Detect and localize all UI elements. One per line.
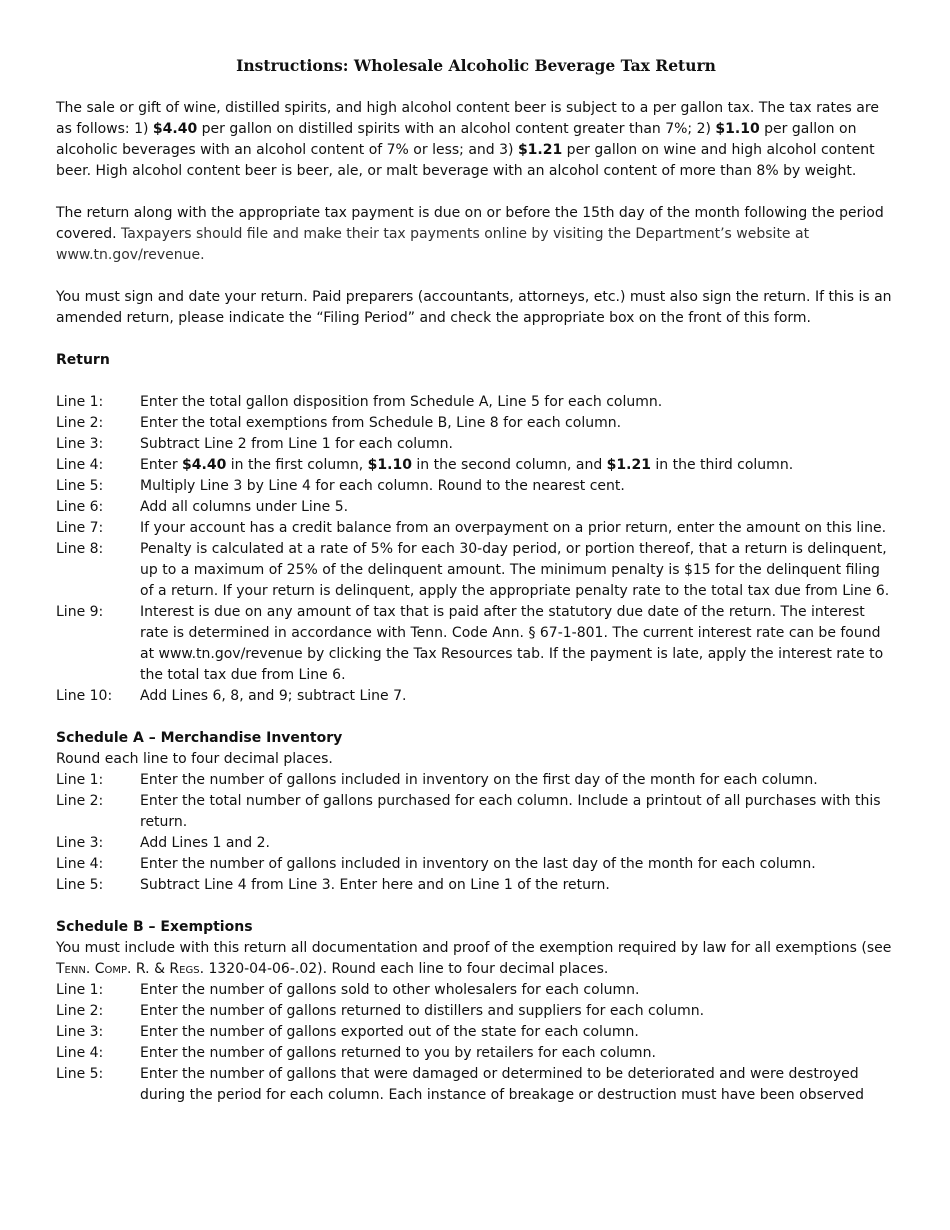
intro-signature-paragraph: You must sign and date your return. Paid preparers (accountants, attorneys, etc.) must also sign the return. If this is an amended return, please indicate the “Filing Period” and check the appropriate box on the front of this form. [56, 289, 892, 326]
return-heading: Return [56, 352, 110, 368]
list-item: Line 7: If your account has a credit balance from an overpayment on a prior return, enter the amount on this line. [56, 520, 887, 536]
rate-distilled-spirits: $4.40 [152, 121, 198, 137]
list-item: Line 1: Enter the number of gallons included in inventory on the first day of the month for each column. [56, 772, 818, 788]
list-item: Line 5: Multiply Line 3 by Line 4 for each column. Round to the nearest cent. [56, 478, 625, 494]
schedule-a-note: Round each line to four decimal places. [56, 751, 333, 767]
schedule-b-lines [56, 980, 896, 1106]
list-item: Line 9: Interest is due on any amount of tax that is paid after the statutory due date of the return. The interest rate is determined in accordance with Tenn. Code Ann. § 67-1-801. The current interest rate can be found at www.tn.gov/revenue by clicking the Tax Resources tab. If the payment is late, apply the interest rate to the total tax due from Line 6. [56, 604, 884, 683]
list-item: Line 8: Penalty is calculated at a rate of 5% for each 30-day period, or portion thereof, that a return is delinquent, up to a maximum of 25% of the delinquent amount. The minimum penalty is $15 for the delinquent filing of a return. If your return is delinquent, apply the appropriate penalty rate to the total tax due from Line 6. [56, 541, 890, 599]
list-item: Line 3: Enter the number of gallons exported out of the state for each column. [56, 1024, 639, 1040]
schedule-a-heading: Schedule A – Merchandise Inventory [56, 730, 343, 746]
list-item: Line 5: Subtract Line 4 from Line 3. Enter here and on Line 1 of the return. [56, 877, 610, 893]
list-item: Line 2: Enter the total number of gallons purchased for each column. Include a printout of all purchases with this return. [56, 793, 881, 830]
schedule-a-lines [56, 770, 896, 896]
list-item: Line 5: Enter the number of gallons that were damaged or determined to be deteriorated and were destroyed during the period for each column. Each instance of breakage or destruction must have been observed [56, 1066, 865, 1103]
list-item: Line 3: Add Lines 1 and 2. [56, 835, 270, 851]
intro-tax-rates-paragraph: The sale or gift of wine, distilled spirits, and high alcohol content beer is subject to a per gallon tax. The tax rates are as follows: 1) $4.40 per gallon on distilled spirits with an alcohol content greater than 7%; 2) $1.10 per gallon on alcoholic beverages with an alcohol content of 7% or less; and 3) $1.21 per gallon on wine and high alcohol content beer. High alcohol content beer is beer, ale, or malt beverage with an alcohol content of more than 8% by weight. [56, 100, 879, 179]
list-item: Line 10: Add Lines 6, 8, and 9; subtract Line 7. [56, 688, 407, 704]
page-title: Instructions: Wholesale Alcoholic Beverage Tax Return [236, 56, 716, 75]
list-item: Line 2: Enter the number of gallons returned to distillers and suppliers for each column. [56, 1003, 705, 1019]
schedule-b-note: You must include with this return all documentation and proof of the exemption required by law for all exemptions (see Tenn. Comp. R. & Regs. 1320-04-06-.02). Round each line to four decimal places. [56, 940, 892, 977]
intro-due-date-paragraph: The return along with the appropriate tax payment is due on or before the 15th day of the month following the period covered. Taxpayers should file and make their tax payments online by visiting the Department’s website at www.tn.gov/revenue. [56, 205, 884, 263]
list-item: Line 4: Enter $4.40 in the first column, $1.10 in the second column, and $1.21 in the third column. [56, 457, 794, 473]
rate-low-alcohol: $1.10 [715, 121, 760, 137]
list-item: Line 1: Enter the total gallon disposition from Schedule A, Line 5 for each column. [56, 394, 663, 410]
schedule-b-heading: Schedule B – Exemptions [56, 919, 253, 935]
list-item: Line 2: Enter the total exemptions from Schedule B, Line 8 for each column. [56, 415, 622, 431]
regulation-citation: Tenn. Comp. R. & Regs. [56, 961, 205, 977]
list-item: Line 3: Subtract Line 2 from Line 1 for each column. [56, 436, 454, 452]
list-item: Line 1: Enter the number of gallons sold to other wholesalers for each column. [56, 982, 640, 998]
return-lines [56, 392, 896, 707]
list-item: Line 4: Enter the number of gallons returned to you by retailers for each column. [56, 1045, 656, 1061]
list-item: Line 4: Enter the number of gallons included in inventory on the last day of the month for each column. [56, 856, 816, 872]
document-page [56, 56, 896, 1106]
rate-wine-high-alcohol-beer: $1.21 [517, 142, 563, 158]
list-item: Line 6: Add all columns under Line 5. [56, 499, 349, 515]
